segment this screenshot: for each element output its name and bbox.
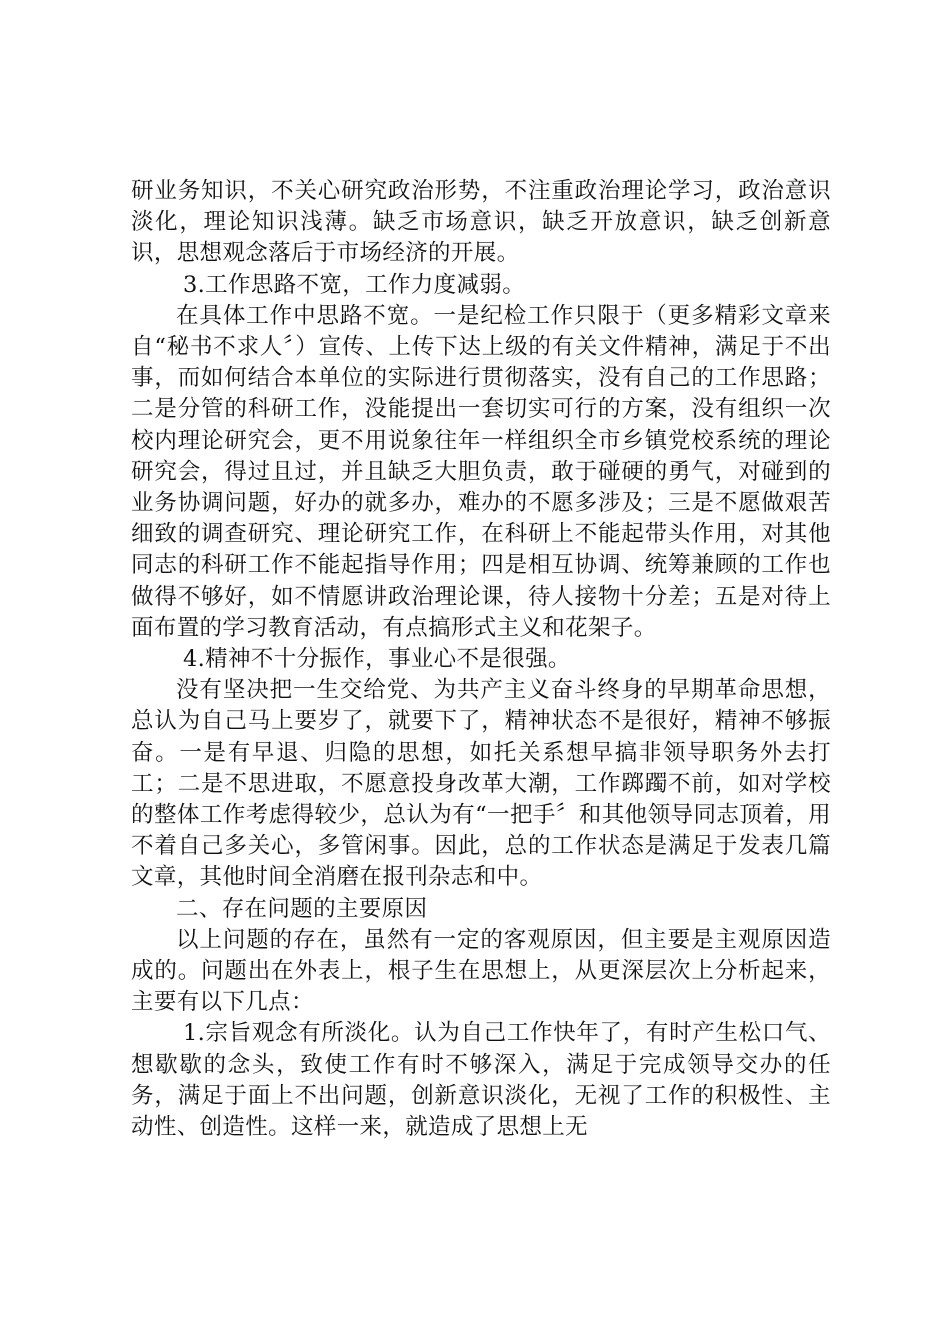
section-heading-causes: 二、存在问题的主要原因 bbox=[176, 895, 428, 922]
document-body bbox=[131, 176, 831, 1143]
subheading-4: 4.精神不十分振作，事业心不是很强。 bbox=[183, 646, 571, 673]
paragraph-cause-1: 1.宗旨观念有所淡化。认为自己工作快年了，有时产生松口气、想歇歇的念头，致使工作有时不够深入，满足于完成领导交办的任务，满足于面上不出问题，创新意识淡化，无视了工作的积极性、主动性、创造性。这样一来，就造成了思想上无 bbox=[131, 1020, 831, 1141]
subheading-3: 3.工作思路不宽，工作力度减弱。 bbox=[183, 271, 526, 298]
paragraph-work-thinking: 在具体工作中思路不宽。一是纪检工作只限于（更多精彩文章来自“秘书不求人〞）宣传、上传下达上级的有关文件精神，满足于不出事，而如何结合本单位的实际进行贯彻落实，没有自己的工作思路；二是分管的科研工作，没能提出一套切实可行的方案，没有组织一次校内理论研究会，更不用说象往年一样组织全市乡镇党校系统的理论研究会，得过且过，并且缺乏大胆负责，敢于碰硬的勇气，对碰到的业务协调问题，好办的就多办，难办的不愿多涉及；三是不愿做艰苦细致的调查研究、理论研究工作，在科研上不能起带头作用，对其他同志的科研工作不能起指导作用；四是相互协调、统筹兼顾的工作也做得不够好，如不情愿讲政治理论课，待人接物十分差；五是对待上面布置的学习教育活动，有点搞形式主义和花架子。 bbox=[131, 302, 831, 641]
paragraph-causes-intro: 以上问题的存在，虽然有一定的客观原因，但主要是主观原因造成的。问题出在外表上，根子生在思想上，从更深层次上分析起来，主要有以下几点： bbox=[131, 926, 831, 1016]
paragraph-continuation: 研业务知识，不关心研究政治形势，不注重政治理论学习，政治意识淡化，理论知识浅薄。缺乏市场意识，缺乏开放意识，缺乏创新意识，思想观念落后于市场经济的开展。 bbox=[131, 178, 831, 267]
paragraph-spirit: 没有坚决把一生交给党、为共产主义奋斗终身的早期革命思想，总认为自己马上要岁了，就要下了，精神状态不是很好，精神不够振奋。一是有早退、归隐的思想，如托关系想早搞非领导职务外去打工；二是不思进取，不愿意投身改革大潮，工作踯躅不前，如对学校的整体工作考虑得较少，总认为有“一把手〞和其他领导同志顶着，用不着自己多关心，多管闲事。因此，总的工作状态是满足于发表几篇文章，其他时间全消磨在报刊杂志和中。 bbox=[131, 677, 831, 891]
